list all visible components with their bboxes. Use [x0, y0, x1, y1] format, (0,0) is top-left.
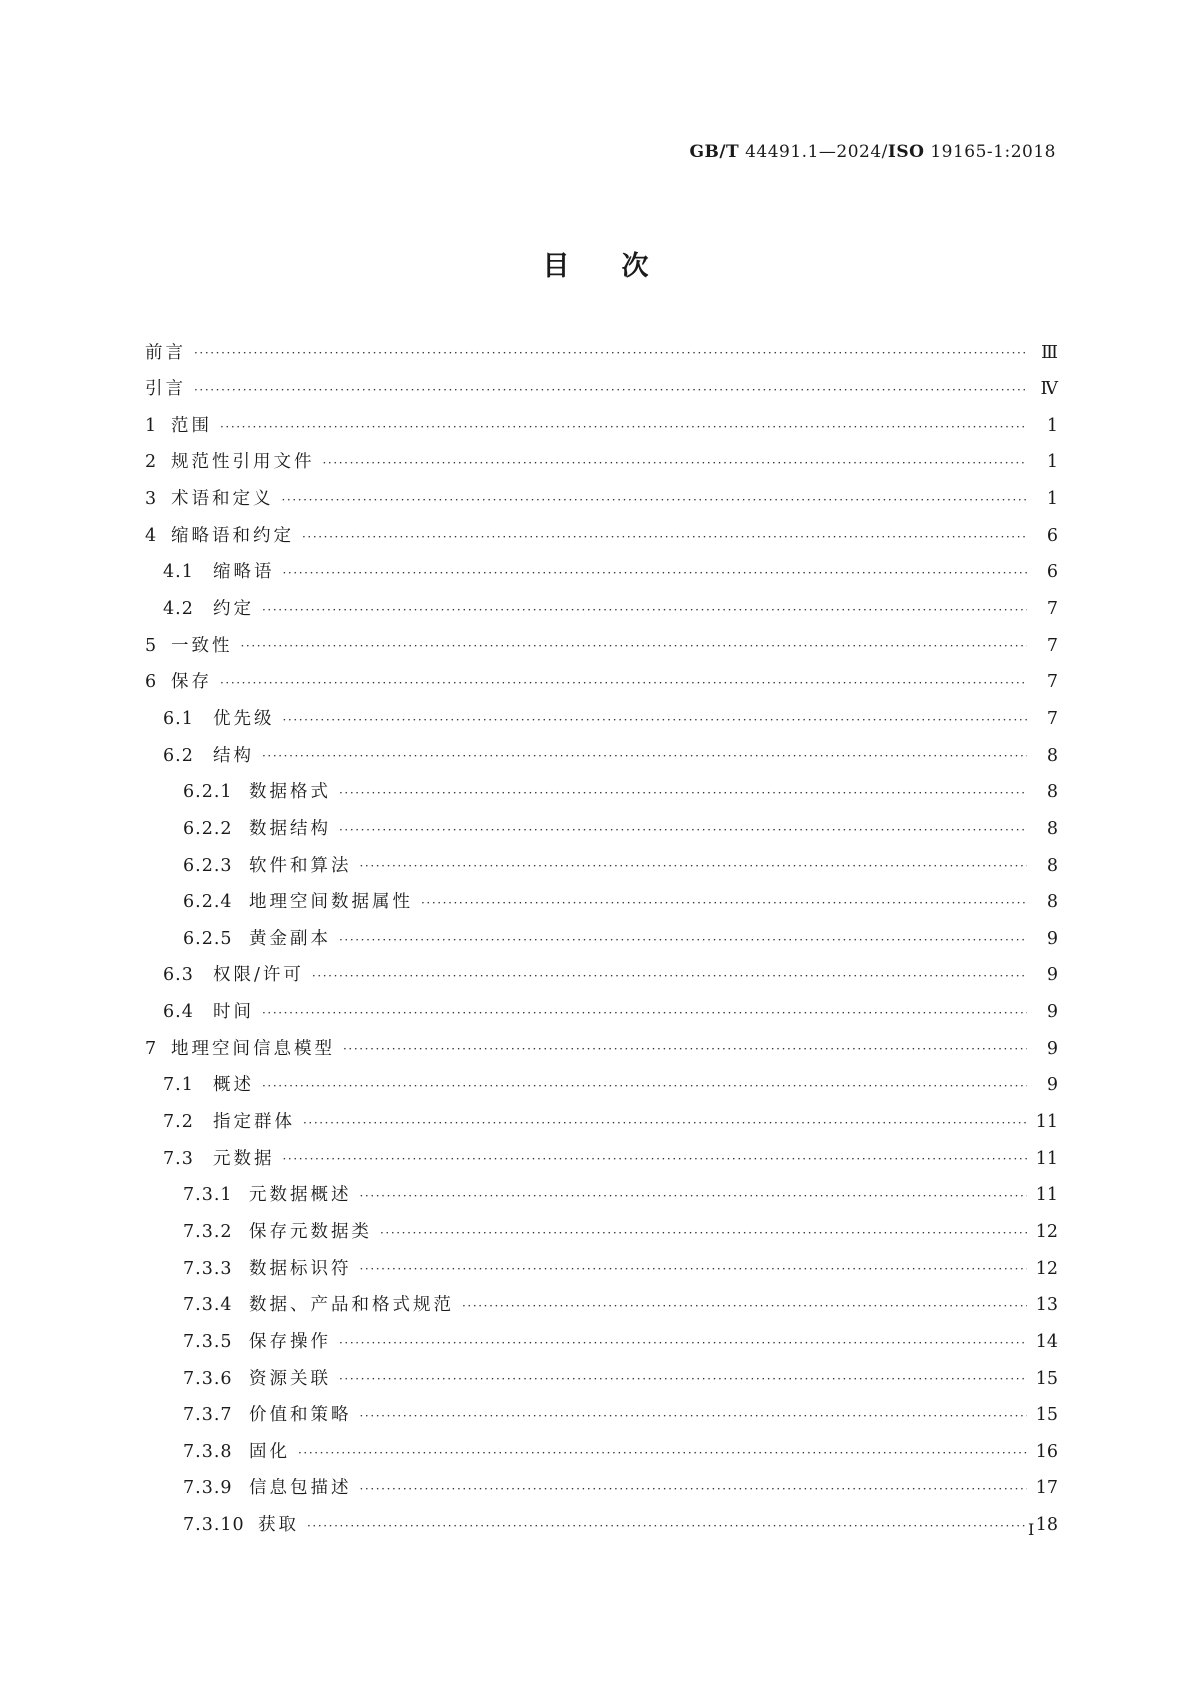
toc-entry-page: 9: [1046, 1075, 1058, 1096]
toc-entry[interactable]: [145, 1288, 1058, 1325]
toc-dot-leader: [241, 640, 1028, 652]
toc-entry-number: 7.3.4: [183, 1295, 233, 1316]
toc-dot-leader: [282, 494, 1028, 506]
toc-entry[interactable]: [145, 885, 1058, 922]
toc-dot-leader: [262, 1080, 1027, 1092]
toc-dot-leader: [283, 567, 1028, 579]
toc-entry-title: 术语和定义: [171, 489, 274, 510]
toc-entry-title: 保存: [171, 672, 212, 693]
toc-entry-number: 7.3: [163, 1148, 194, 1169]
toc-entry-page: 1: [1046, 452, 1058, 473]
toc-entry-title: 概述: [213, 1075, 254, 1096]
toc-dot-leader: [360, 1483, 1027, 1495]
toc-entry-title: 元数据概述: [249, 1185, 352, 1206]
toc-entry[interactable]: [145, 628, 1058, 665]
toc-entry[interactable]: [145, 1104, 1058, 1141]
toc-entry-page: 11: [1035, 1112, 1058, 1133]
toc-dot-leader: [262, 604, 1027, 616]
toc-entry-page: 7: [1046, 635, 1058, 656]
toc-dot-leader: [220, 677, 1027, 689]
toc-entry-title: 数据结构: [249, 818, 331, 839]
toc-entry-page: Ⅳ: [1040, 379, 1058, 400]
toc-entry[interactable]: [145, 1324, 1058, 1361]
toc-entry-page: 9: [1046, 965, 1058, 986]
toc-entry-title: 元数据: [213, 1148, 275, 1169]
toc-entry-page: 14: [1035, 1331, 1058, 1352]
toc-entry-number: 7.3.3: [183, 1258, 233, 1279]
toc-entry-page: 8: [1046, 782, 1058, 803]
toc-dot-leader: [421, 897, 1027, 909]
toc-entry-number: 6.2.2: [183, 818, 233, 839]
toc-dot-leader: [380, 1227, 1027, 1239]
toc-dot-leader: [339, 1337, 1027, 1349]
toc-dot-leader: [283, 1153, 1027, 1165]
toc-entry-number: 7: [145, 1038, 158, 1059]
toc-entry-number: 6.2.1: [183, 782, 233, 803]
toc-dot-leader: [360, 1263, 1027, 1275]
toc-dot-leader: [360, 1190, 1027, 1202]
header-iso-code: 19165-1:2018: [924, 142, 1056, 162]
toc-entry-number: 2: [145, 452, 158, 473]
toc-entry-title: 约定: [213, 599, 254, 620]
toc-entry-page: 12: [1035, 1258, 1058, 1279]
toc-entry-number: 7.3.7: [183, 1405, 233, 1426]
toc-entry-page: 1: [1046, 489, 1058, 510]
toc-entry-page: 9: [1046, 928, 1058, 949]
toc-dot-leader: [339, 934, 1027, 946]
toc-entry-title: 固化: [249, 1441, 290, 1462]
toc-dot-leader: [323, 457, 1028, 469]
toc-entry-number: 7.3.8: [183, 1441, 233, 1462]
toc-dot-leader: [343, 1043, 1027, 1055]
toc-entry[interactable]: [145, 335, 1058, 372]
toc-entry-number: 7.1: [163, 1075, 194, 1096]
toc-entry-title: 一致性: [171, 635, 233, 656]
toc-entry-number: 6.4: [163, 1002, 194, 1023]
toc-entry-page: 11: [1035, 1185, 1058, 1206]
toc-entry[interactable]: [145, 1031, 1058, 1068]
toc-entry[interactable]: [145, 1068, 1058, 1105]
toc-entry-number: 7.3.2: [183, 1221, 233, 1242]
toc-entry-page: 13: [1035, 1295, 1058, 1316]
toc-entry-title: 黄金副本: [249, 928, 331, 949]
toc-dot-leader: [360, 1410, 1027, 1422]
page-title: 目次: [542, 251, 701, 282]
toc-dot-leader: [194, 384, 1027, 396]
toc-entry-number: 6.2.5: [183, 928, 233, 949]
toc-entry-title: 数据标识符: [249, 1258, 352, 1279]
toc-dot-leader: [462, 1300, 1027, 1312]
toc-dot-leader: [262, 750, 1027, 762]
toc-entry-title: 范围: [171, 415, 212, 436]
toc-dot-leader: [303, 1117, 1027, 1129]
toc-entry-title: 保存元数据类: [249, 1221, 372, 1242]
toc-entry-title: 保存操作: [249, 1331, 331, 1352]
toc-entry-title: 软件和算法: [249, 855, 352, 876]
toc-entry-title: 资源关联: [249, 1368, 331, 1389]
toc-entry-title: 获取: [258, 1515, 299, 1536]
toc-entry[interactable]: [145, 1398, 1058, 1435]
toc-entry[interactable]: [145, 848, 1058, 885]
toc-dot-leader: [307, 1520, 1027, 1532]
toc-entry-number: 7.3.6: [183, 1368, 233, 1389]
toc-entry-page: Ⅲ: [1041, 342, 1058, 363]
toc-entry-page: 6: [1046, 562, 1058, 583]
toc-dot-leader: [220, 421, 1027, 433]
toc-entry[interactable]: [145, 408, 1058, 445]
toc-dot-leader: [339, 1373, 1027, 1385]
toc-dot-leader: [312, 970, 1027, 982]
toc-entry[interactable]: [145, 1178, 1058, 1215]
toc-entry-page: 16: [1035, 1441, 1058, 1462]
toc-entry-number: 6.2: [163, 745, 194, 766]
toc-entry-page: 8: [1046, 818, 1058, 839]
toc-entry-title: 缩略语和约定: [171, 525, 294, 546]
toc-entry-number: 6.3: [163, 965, 194, 986]
toc-entry[interactable]: [145, 1434, 1058, 1471]
toc-entry-page: 9: [1046, 1002, 1058, 1023]
toc-entry-number: 7.3.10: [183, 1515, 245, 1536]
toc-entry-page: 11: [1035, 1148, 1058, 1169]
toc-entry-number: 6.2.3: [183, 855, 233, 876]
toc-entry[interactable]: [145, 591, 1058, 628]
toc-entry-page: 15: [1035, 1405, 1058, 1426]
toc-entry-title: 缩略语: [213, 562, 275, 583]
toc-entry-title: 地理空间信息模型: [171, 1038, 335, 1059]
toc-entry-page: 12: [1035, 1221, 1058, 1242]
toc-entry-page: 8: [1046, 855, 1058, 876]
toc-entry[interactable]: [145, 665, 1058, 702]
toc-entry[interactable]: [145, 1214, 1058, 1251]
toc-entry[interactable]: [145, 1508, 1058, 1545]
toc-entry-title: 时间: [213, 1002, 254, 1023]
toc-entry[interactable]: [145, 775, 1058, 812]
toc-entry[interactable]: [145, 921, 1058, 958]
toc-entry-number: 4.1: [163, 562, 194, 583]
toc-dot-leader: [194, 347, 1027, 359]
standard-number-header: [689, 142, 1056, 162]
toc-entry-number: 3: [145, 489, 158, 510]
toc-entry[interactable]: [145, 811, 1058, 848]
toc-dot-leader: [360, 860, 1028, 872]
toc-entry-page: 8: [1046, 892, 1058, 913]
toc-entry-page: 9: [1046, 1038, 1058, 1059]
toc-entry[interactable]: [145, 482, 1058, 519]
toc-entry-number: 4: [145, 525, 158, 546]
toc-dot-leader: [302, 531, 1027, 543]
toc-entry[interactable]: [145, 1141, 1058, 1178]
toc-dot-leader: [339, 787, 1027, 799]
header-gb: GB/T: [689, 142, 740, 162]
page-number: Ⅰ: [1028, 1520, 1035, 1539]
toc-entry-title: 规范性引用文件: [171, 452, 315, 473]
toc-entry-number: 1: [145, 415, 158, 436]
toc-entry-number: 5: [145, 635, 158, 656]
toc-entry-number: 6.1: [163, 708, 194, 729]
table-of-contents: [145, 335, 1058, 1544]
toc-entry-title: 引言: [145, 379, 186, 400]
toc-entry-number: 7.3.5: [183, 1331, 233, 1352]
toc-entry[interactable]: [145, 518, 1058, 555]
toc-entry-title: 地理空间数据属性: [249, 892, 413, 913]
toc-entry-page: 15: [1035, 1368, 1058, 1389]
header-iso: ISO: [887, 142, 925, 162]
toc-entry-page: 17: [1035, 1478, 1058, 1499]
toc-entry-number: 7.3.1: [183, 1185, 233, 1206]
toc-entry-number: 6.2.4: [183, 892, 233, 913]
toc-entry[interactable]: [145, 958, 1058, 995]
toc-dot-leader: [339, 824, 1027, 836]
toc-entry-title: 前言: [145, 342, 186, 363]
toc-entry-title: 优先级: [213, 708, 275, 729]
toc-entry[interactable]: [145, 372, 1058, 409]
toc-entry-page: 1: [1046, 415, 1058, 436]
toc-entry[interactable]: [145, 1361, 1058, 1398]
toc-entry-title: 数据格式: [249, 782, 331, 803]
toc-entry-title: 权限/许可: [213, 965, 304, 986]
toc-entry[interactable]: [145, 445, 1058, 482]
toc-entry[interactable]: [145, 701, 1058, 738]
toc-entry-page: 8: [1046, 745, 1058, 766]
toc-entry-page: 7: [1046, 599, 1058, 620]
toc-entry-title: 价值和策略: [249, 1405, 352, 1426]
toc-entry[interactable]: [145, 738, 1058, 775]
header-code: 44491.1—2024/: [739, 142, 888, 162]
toc-entry[interactable]: [145, 995, 1058, 1032]
toc-entry-number: 4.2: [163, 599, 194, 620]
toc-entry-page: 18: [1035, 1515, 1058, 1536]
toc-dot-leader: [283, 714, 1028, 726]
toc-entry-number: 6: [145, 672, 158, 693]
toc-entry-page: 6: [1046, 525, 1058, 546]
toc-entry-page: 7: [1046, 708, 1058, 729]
toc-entry-title: 指定群体: [213, 1112, 295, 1133]
toc-entry-title: 信息包描述: [249, 1478, 352, 1499]
toc-dot-leader: [298, 1447, 1027, 1459]
toc-entry[interactable]: [145, 555, 1058, 592]
toc-entry-title: 结构: [213, 745, 254, 766]
toc-entry[interactable]: [145, 1251, 1058, 1288]
toc-entry[interactable]: [145, 1471, 1058, 1508]
toc-entry-page: 7: [1046, 672, 1058, 693]
toc-entry-number: 7.3.9: [183, 1478, 233, 1499]
toc-entry-title: 数据、产品和格式规范: [249, 1295, 454, 1316]
toc-dot-leader: [262, 1007, 1027, 1019]
toc-entry-number: 7.2: [163, 1112, 194, 1133]
